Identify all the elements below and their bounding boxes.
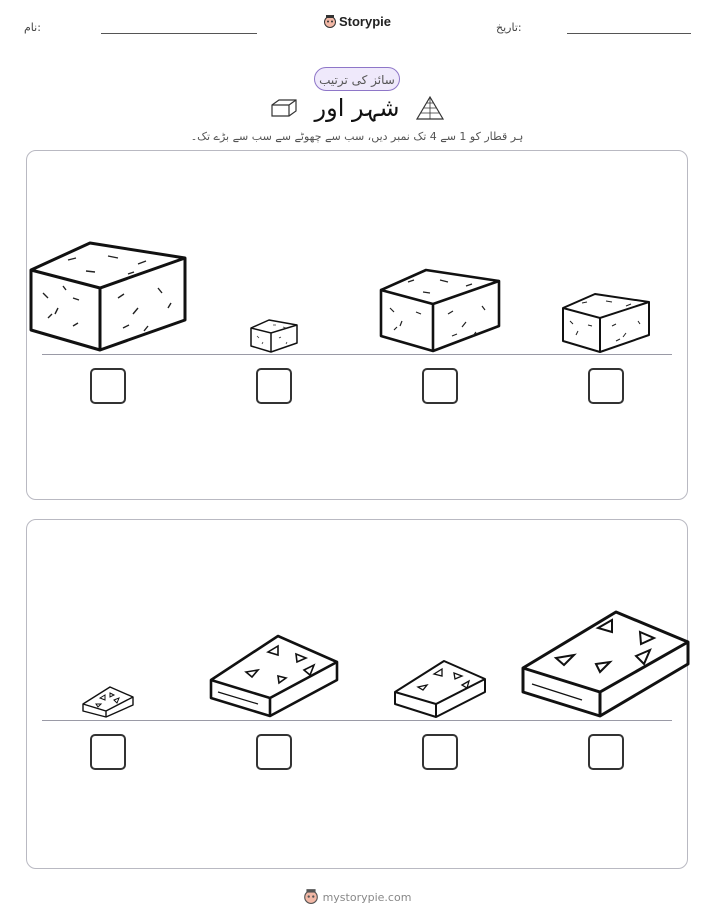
rank-box-1-3[interactable] [422,368,458,404]
stone-block-icon [378,266,502,354]
date-label: تاریخ: [496,21,522,34]
ground-line-1 [42,354,672,355]
rank-box-2-1[interactable] [90,734,126,770]
instruction-text: ہر قطار کو 1 سے 4 تک نمبر دیں، سب سے چھوٹے سے سب سے بڑے تک۔ [190,130,524,143]
footer [0,888,714,904]
brand-name: Storypie [338,14,391,29]
pyramid-icon [415,95,445,121]
stone-block-icon [560,291,652,354]
date-line[interactable] [567,33,691,34]
rank-box-2-3[interactable] [422,734,458,770]
mascot-icon [323,14,337,28]
paving-slab-icon [520,608,692,720]
topic-tag: سائز کی ترتیب [314,67,400,91]
rank-box-1-1[interactable] [90,368,126,404]
worksheet-title [0,93,714,122]
mascot-icon [303,888,319,904]
name-line[interactable] [101,33,257,34]
ground-line-2 [42,720,672,721]
rank-box-2-4[interactable] [588,734,624,770]
rank-box-1-2[interactable] [256,368,292,404]
paving-slab-icon [80,684,136,720]
stone-block-icon [249,318,299,354]
footer-url[interactable]: mystorypie.com [322,891,412,904]
paving-slab-icon [392,658,488,720]
brand-logo [0,14,714,29]
title-text: شہر اور [314,94,400,122]
rank-box-2-2[interactable] [256,734,292,770]
stone-block-icon [269,97,299,119]
name-label: نام: [24,21,41,34]
rank-box-1-4[interactable] [588,368,624,404]
stone-block-icon [28,238,188,354]
paving-slab-icon [208,632,340,720]
